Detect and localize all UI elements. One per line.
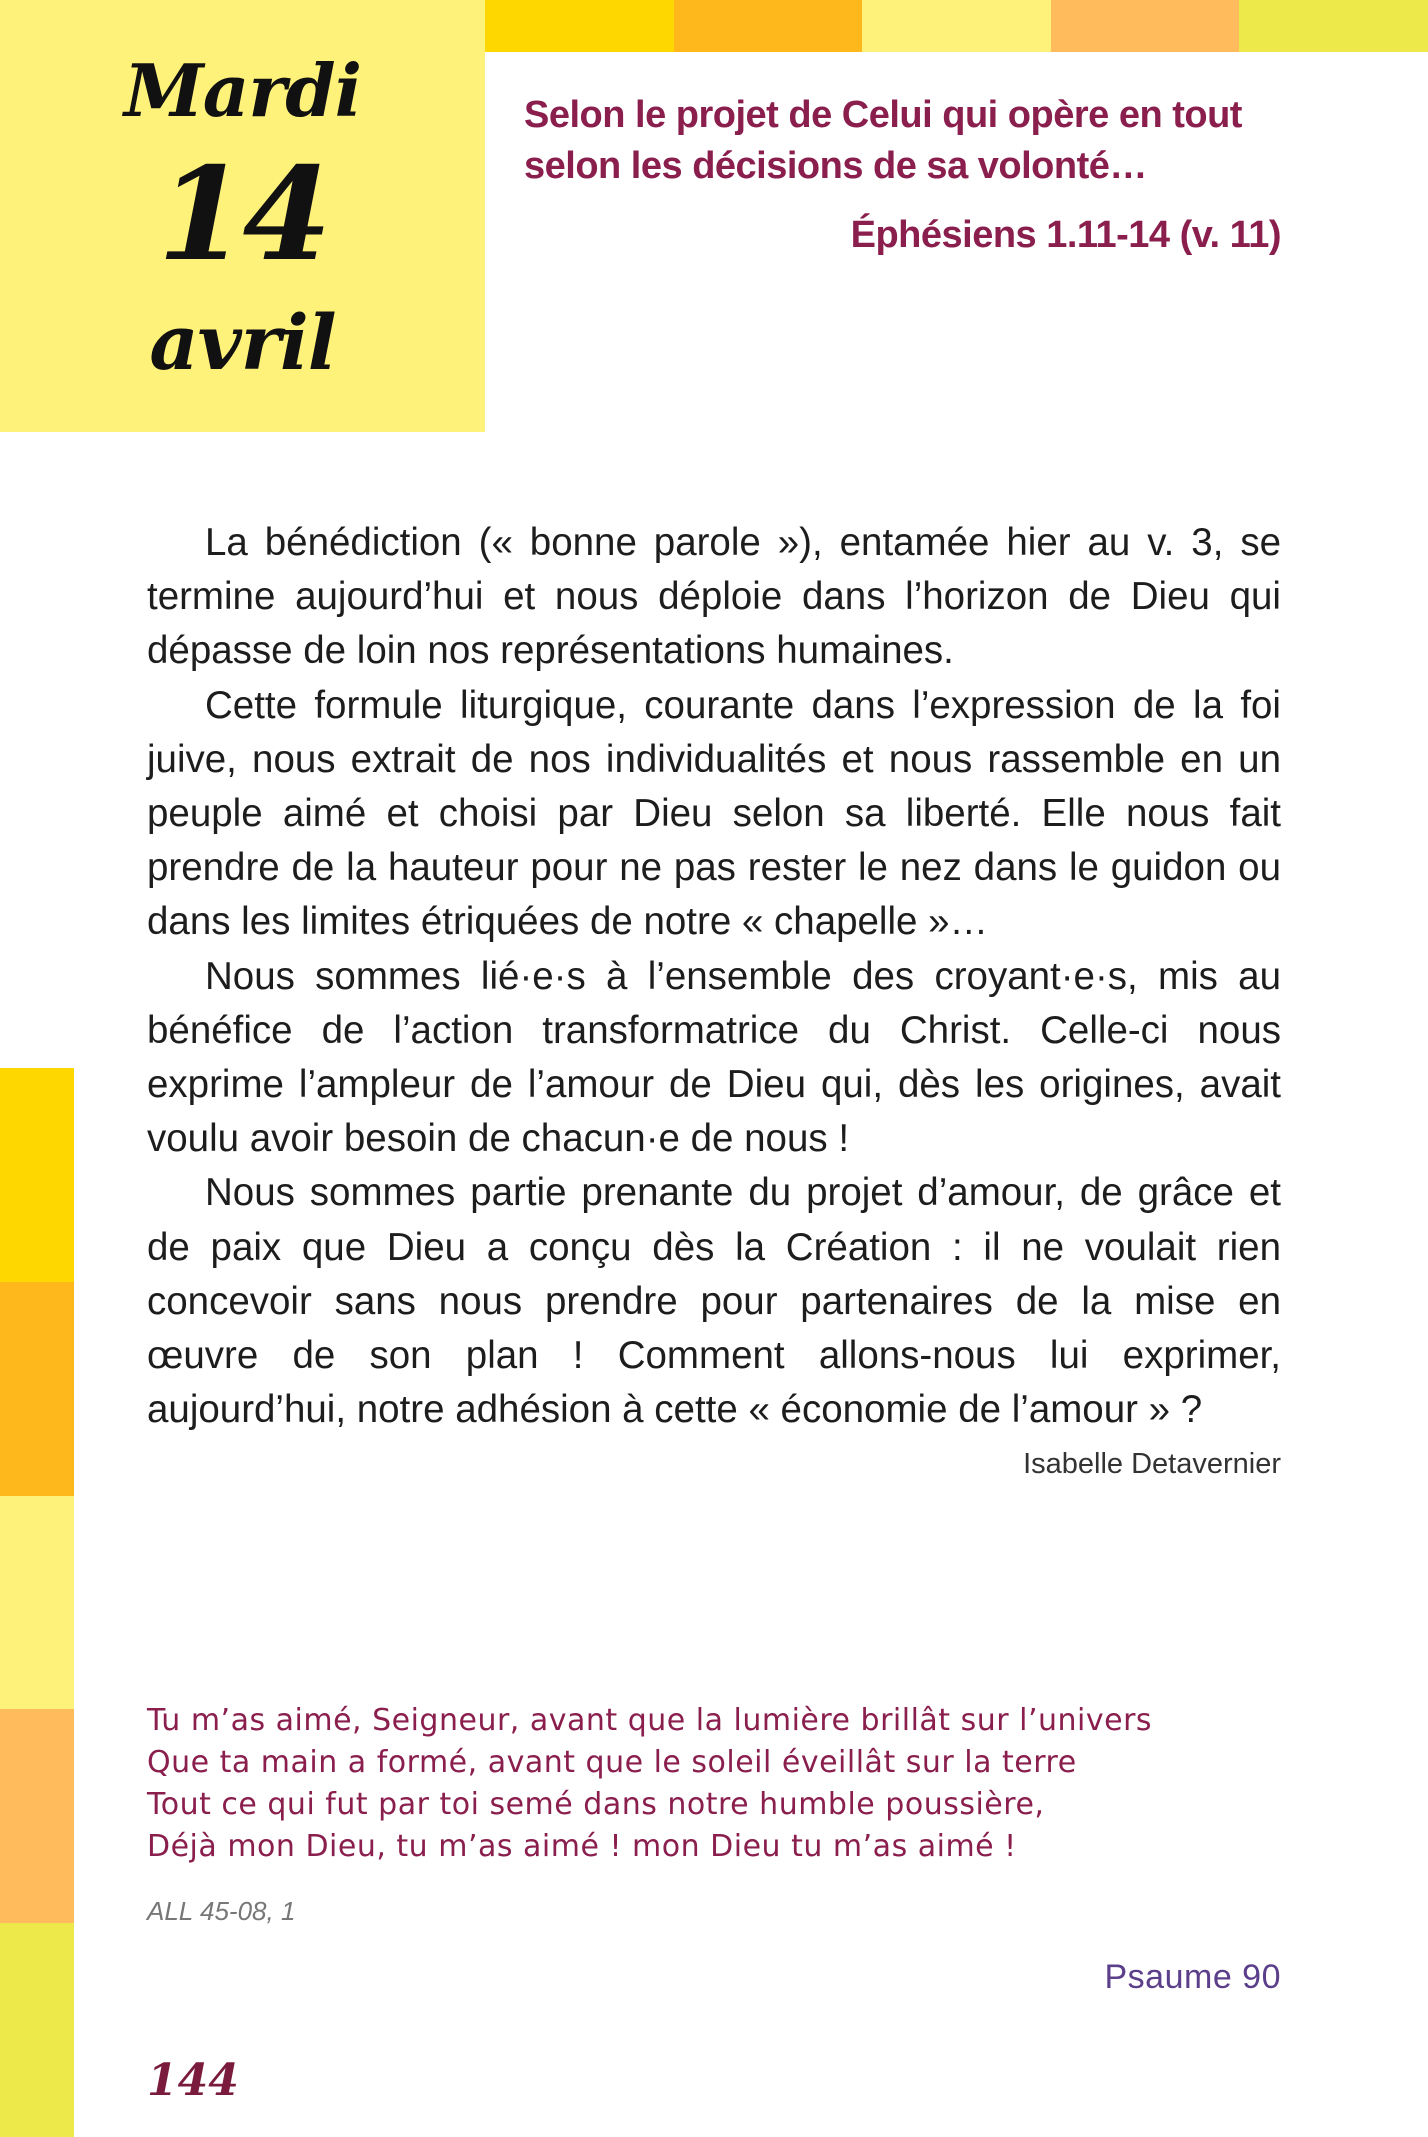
- strip-block: [0, 1709, 74, 1923]
- author: Isabelle Detavernier: [1023, 1448, 1281, 1480]
- day-number: 14: [157, 140, 328, 290]
- strip-block: [0, 1923, 74, 2137]
- paragraph: Cette formule liturgique, courante dans l’expression de la foi juive, nous extrait de nos individualités et nous rassemble en un peuple aimé et choisi par Dieu selon sa liberté. Elle nous fait prendre de la hauteur pour ne pas rester le nez dans le guidon ou dans les limites étriquées de notre « chapelle »…: [147, 683, 1281, 944]
- month: avril: [149, 298, 336, 387]
- strip-block: [674, 0, 863, 52]
- strip-block: [0, 1068, 74, 1282]
- paragraph: La bénédiction (« bonne parole »), entamée hier au v. 3, se termine aujourd’hui et nous déploie dans l’horizon de Dieu qui dépasse de loin nos représentations humaines.: [147, 521, 1281, 673]
- hymn-line: Tu m’as aimé, Seigneur, avant que la lumière brillât sur l’univers: [147, 1703, 1153, 1738]
- paragraph: Nous sommes partie prenante du projet d’amour, de grâce et de paix que Dieu a conçu dès la Création : il ne voulait rien concevoir sans nous prendre pour partenaires de la mise en œuvre de son plan ! Comment allons-nous lui exprimer, aujourd’hui, notre adhésion à cette « économie de l’amour » ?: [147, 1171, 1281, 1432]
- hymn: [147, 1700, 1281, 1868]
- paragraph: Nous sommes lié·e·s à l’ensemble des croyant·e·s, mis au bénéfice de l’action transformatrice du Christ. Celle-ci nous exprime l’ampleur de l’amour de Dieu qui, dès les origines, avait voulu avoir besoin de chacun·e de nous !: [147, 954, 1281, 1161]
- hymn-line: Déjà mon Dieu, tu m’as aimé ! mon Dieu tu m’as aimé !: [147, 1829, 1017, 1864]
- hymn-code: ALL 45-08, 1: [147, 1896, 296, 1926]
- strip-block: [0, 1282, 74, 1496]
- weekday: Mardi: [124, 48, 361, 133]
- strip-block: [485, 0, 674, 52]
- hymn-line: Tout ce qui fut par toi semé dans notre humble poussière,: [147, 1787, 1045, 1822]
- strip-block: [862, 0, 1051, 52]
- strip-block: [0, 1496, 74, 1710]
- verse-reference: Éphésiens 1.11-14 (v. 11): [850, 214, 1281, 256]
- meditation-body: [147, 516, 1281, 1437]
- psalm-reference: Psaume 90: [1104, 1958, 1281, 1996]
- strip-block: [1239, 0, 1428, 52]
- date-block: [0, 0, 485, 432]
- verse-text: Selon le projet de Celui qui opère en tout selon les décisions de sa volonté…: [524, 94, 1242, 187]
- side-color-strip: [0, 1068, 74, 2137]
- strip-block: [1051, 0, 1240, 52]
- hymn-line: Que ta main a formé, avant que le soleil éveillât sur la terre: [147, 1745, 1077, 1780]
- top-color-strip: [485, 0, 1428, 52]
- page-number: 144: [147, 2055, 239, 2106]
